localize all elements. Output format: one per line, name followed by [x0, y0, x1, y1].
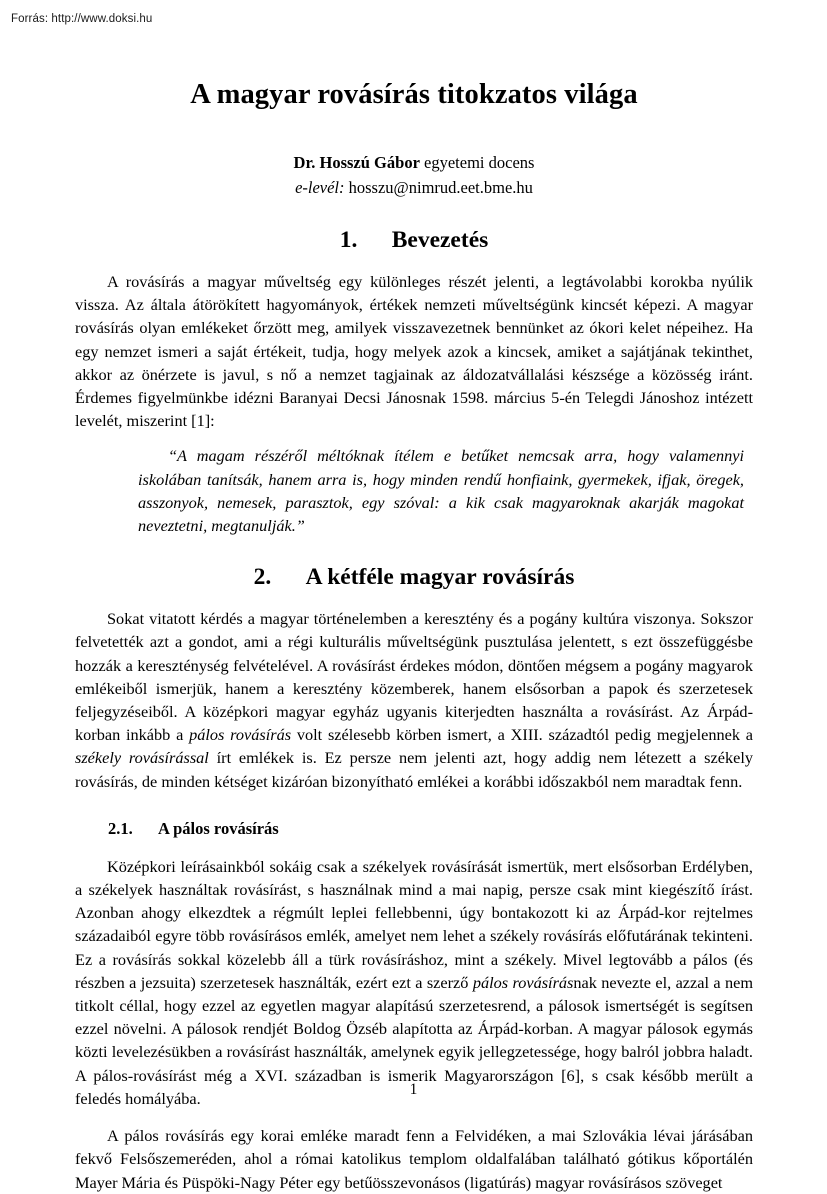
emphasis-szekely-rovasirassal: székely rovásírással [75, 748, 209, 768]
emphasis-palos-rovasiras: pálos rovásírás [189, 725, 292, 745]
paragraph-two-kinds [75, 607, 753, 793]
page-title: A magyar rovásírás titokzatos világa [190, 79, 638, 110]
section-heading-two-kinds [75, 562, 753, 592]
blockquote-decsi-letter: “A magam részéről méltóknak ítélem e betűket nemcsak arra, hogy valamennyi iskolában tanítsák, hanem arra is, hogy minden rendű honfiaink, gyermekek, ifjak, öregek, asszonyok, nemesek, parasztok, egy szóval: a kik csak magyaroknak akarják magokat neveztetni, megtanulják.” [138, 446, 744, 536]
emphasis-palos-rovasiras: pálos rovásírás [472, 972, 574, 992]
email-label: e-levél: [295, 178, 345, 197]
section-title: A kétféle magyar rovásírás [305, 564, 575, 591]
paragraph-introduction: A rovásírás a magyar műveltség egy különleges részét jelenti, a legtávolabbi korokba nyúlik vissza. Az általa átörökített hagyományok, értékek nemzeti műveltségünk kincsét képezi. A magyar rovásírás olyan emlékeket őrzött meg, amilyek visszavezetnek bennünket az ókori kelet népeihez. Ha egy nemzet ismeri a saját értékeit, tudja, hogy melyek azok a kincsek, amiket a sajátjának tekinthet, akkor az önérzete is javul, s nő a nemzet tagjainak az áldozatvállalási készsége a közösség iránt. Érdemes figyelmünkbe idézni Baranyai Decsi Jánosnak 1598. március 5-én Telegdi Jánoshoz intézett levelét, miszerint [1]: [75, 272, 753, 431]
email-address: hosszu@nimrud.eet.bme.hu [344, 178, 533, 197]
subsection-number: 2.1. [108, 818, 133, 838]
paragraph-text-part: Középkori leírásainkból sokáig csak a székelyek rovásírását ismertük, mert elsősorban Erdélyben, a székelyek használtak rovásírást, s használnak mind a mai napig, persze csak mint kiegészítő írást. Azonban ahogy elkezdtek a régmúlt leplei fellebbenni, úgy bontakozott ki az Árpád-kor rejtelmes századaiból egyre több rovásírásos emlék, amelyet nem lehet a székely rovásírás előfutárának tekinteni. Ez a rovásírás sokkal közelebb áll a türk rovásíráshoz, mint a székely. Mivel legtovább a pálos (és részben a jezsuita) szerzetesek használták, ezért ezt a szerző [75, 856, 753, 992]
byline [75, 151, 753, 175]
paragraph-palos-1 [75, 855, 753, 1110]
paragraph-text-part: Sokat vitatott kérdés a magyar történelemben a keresztény és a pogány kultúra viszonya. Sokszor felvetették azt a gondot, ami a régi kulturális műveltségünk pusztulása jelentett, s ezt összefüggésbe hozzák a kereszténység felvételével. A rovásírást érdekes módon, döntően mégsem a pogány magyarok emlékeiből ismerjük, hanem a keresztény közemberek, hanem elsősorban a papok és szerzetesek feljegyzéseiből. A középkori magyar egyház ugyanis kiterjedten használta a rovásírást. Az Árpád-korban inkább a [75, 609, 753, 745]
paragraph-text-part: volt szélesebb körben ismert, a XIII. századtól pedig megjelennek a [291, 725, 754, 745]
paragraph-palos-2: A pálos rovásírás egy korai emléke maradt fenn a Felvidéken, a mai Szlovákia lévai járásában fekvő Felsőszemeréden, ahol a római katolikus templom oldalfalában található gótikus kőportálén Mayer Mária és Püspöki-Nagy Péter egy betűösszevonásos (ligatúrás) magyar rovásírásos szöveget [75, 1126, 753, 1192]
subsection-heading-palos [108, 818, 753, 840]
paragraph-text-part: írt emlékek is. Ez persze nem jelenti azt, hogy addig nem létezett a székely rovásírás, de minden kétséget kizáróan bizonyítható emlékei a korábbi időszakból nem maradtak fenn. [75, 748, 753, 791]
page-number: 1 [409, 1081, 418, 1098]
author-name: Dr. Hosszú Gábor [293, 153, 420, 172]
document-content [75, 70, 753, 1194]
email-line [75, 176, 753, 200]
section-number: 2. [253, 564, 272, 591]
section-number: 1. [339, 227, 358, 253]
section-heading-introduction [75, 225, 753, 255]
subsection-title: A pálos rovásírás [158, 818, 279, 838]
author-role: egyetemi docens [419, 153, 535, 172]
section-title: Bevezetés [391, 227, 489, 253]
paragraph-text-part: nak nevezte el, azzal a nem titkolt céllal, hogy ezzel az egyetlen magyar alapítású szerzetesrend, a pálosok ismertségét is segítsen ezzel növelni. A pálosok rendjét Boldog Özséb alapította az Árpád-korban. A magyar pálosok egymás közti levelezésükben a rovásírást használták, amelynek egyik jellegzetessége, hogy balról jobbra haladt. A pálos-rovásírást még a XVI. században is ismerik Magyarországon [6], s csak később merült a feledés homályába. [75, 972, 754, 1108]
source-watermark-header: Forrás: http://www.doksi.hu [11, 13, 153, 25]
